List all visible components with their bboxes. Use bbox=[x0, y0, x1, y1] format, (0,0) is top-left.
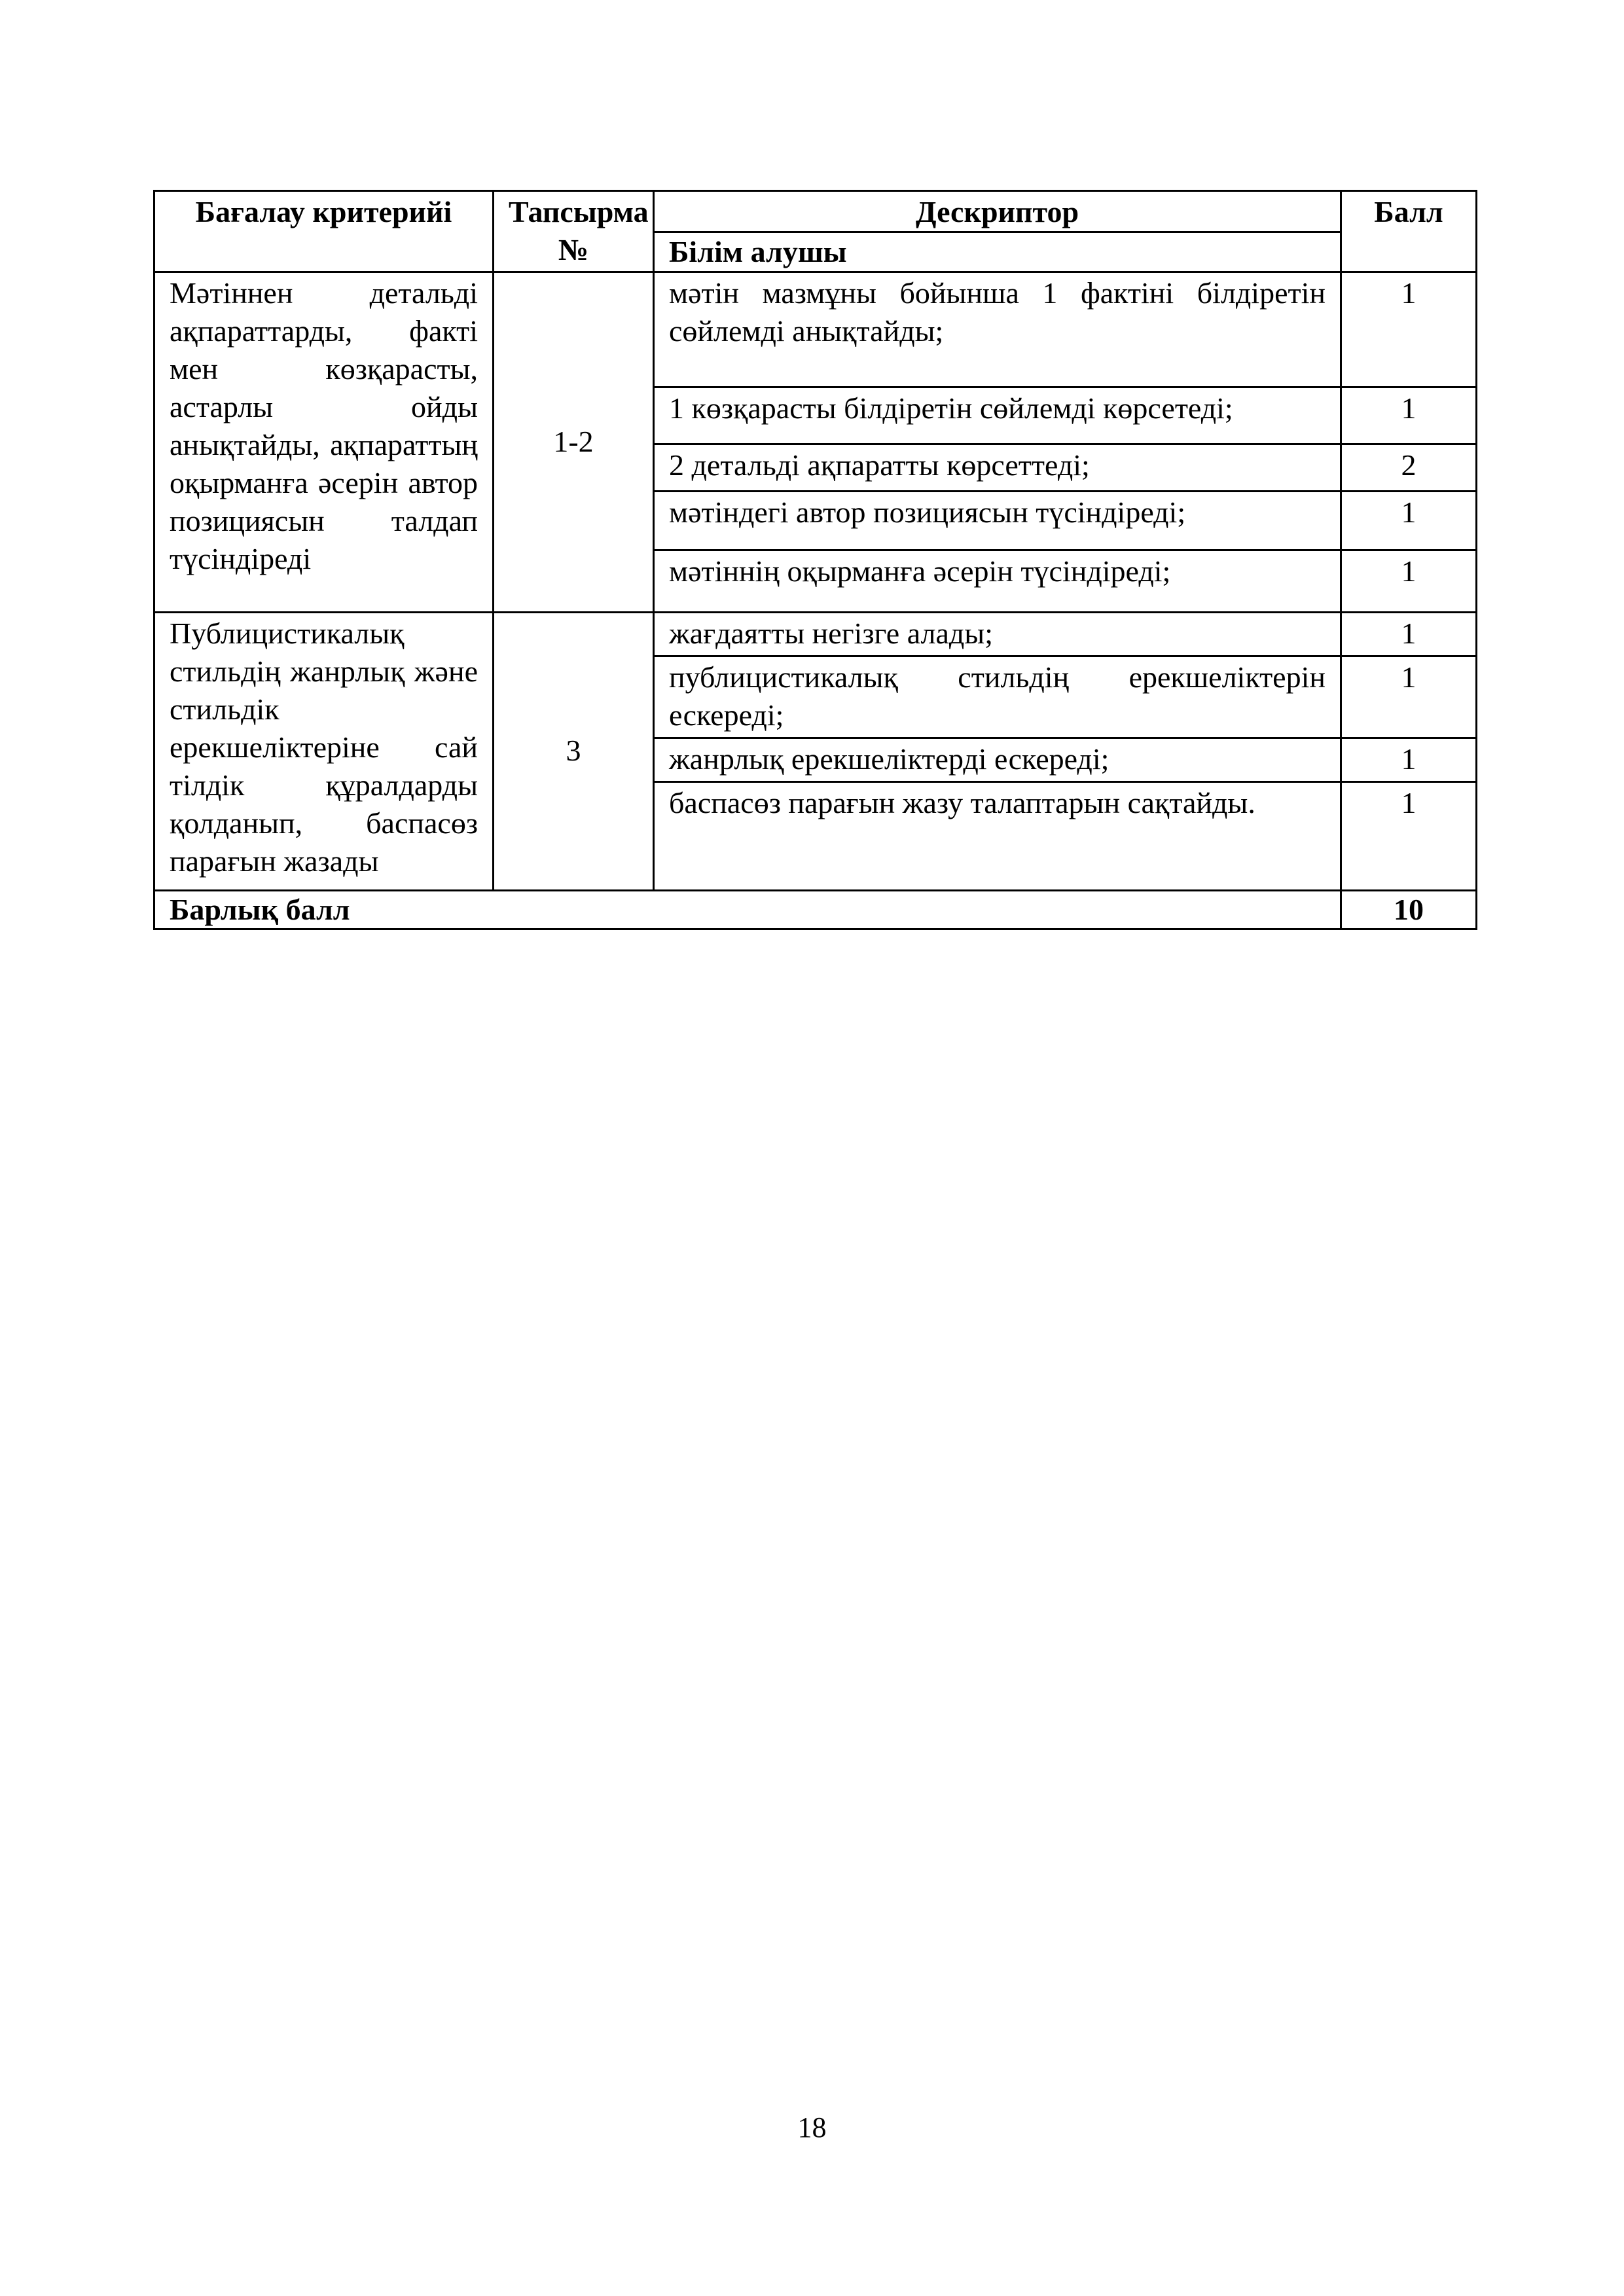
header-descriptor: Дескриптор bbox=[654, 191, 1341, 232]
score-cell: 1 bbox=[1341, 738, 1477, 782]
descriptor-cell: жанрлық ерекшеліктерді ескереді; bbox=[654, 738, 1341, 782]
total-score: 10 bbox=[1341, 891, 1477, 929]
total-row bbox=[154, 891, 1477, 929]
header-descriptor-sub: Білім алушы bbox=[654, 232, 1341, 272]
criteria-cell: Мәтіннен детальді ақпараттарды, факті мен көзқарасты, астарлы ойды анықтайды, ақпараттың оқырманға әсерін автор позициясын талдап түсіндіреді bbox=[154, 272, 494, 613]
task-cell: 3 bbox=[494, 613, 654, 891]
score-cell: 1 bbox=[1341, 387, 1477, 444]
task-cell: 1-2 bbox=[494, 272, 654, 613]
table-row bbox=[154, 613, 1477, 656]
score-cell: 1 bbox=[1341, 492, 1477, 550]
descriptor-cell: 2 детальді ақпаратты көрсеттеді; bbox=[654, 444, 1341, 492]
descriptor-cell: мәтіндегі автор позициясын түсіндіреді; bbox=[654, 492, 1341, 550]
header-criteria: Бағалау критерийі bbox=[154, 191, 494, 272]
score-cell: 2 bbox=[1341, 444, 1477, 492]
total-label: Барлық балл bbox=[154, 891, 1341, 929]
score-cell: 1 bbox=[1341, 613, 1477, 656]
descriptor-cell: публицистикалық стильдің ерекшеліктерін ескереді; bbox=[654, 656, 1341, 738]
score-cell: 1 bbox=[1341, 782, 1477, 891]
descriptor-cell: мәтін мазмұны бойынша 1 фактіні білдіретін сөйлемді анықтайды; bbox=[654, 272, 1341, 387]
header-task: Тапсырма № bbox=[494, 191, 654, 272]
descriptor-cell: жағдаятты негізге алады; bbox=[654, 613, 1341, 656]
header-row bbox=[154, 191, 1477, 232]
descriptor-cell: мәтіннің оқырманға әсерін түсіндіреді; bbox=[654, 550, 1341, 613]
header-score: Балл bbox=[1341, 191, 1477, 272]
score-cell: 1 bbox=[1341, 656, 1477, 738]
criteria-cell: Публицистикалық стильдің жанрлық және стильдік ерекшеліктеріне сай тілдік құралдарды қолданып, баспасөз парағын жазады bbox=[154, 613, 494, 891]
assessment-table bbox=[153, 190, 1477, 930]
table-row bbox=[154, 272, 1477, 387]
score-cell: 1 bbox=[1341, 272, 1477, 387]
descriptor-cell: 1 көзқарасты білдіретін сөйлемді көрсетеді; bbox=[654, 387, 1341, 444]
score-cell: 1 bbox=[1341, 550, 1477, 613]
page-number: 18 bbox=[797, 2111, 827, 2144]
descriptor-cell: баспасөз парағын жазу талаптарын сақтайды. bbox=[654, 782, 1341, 891]
